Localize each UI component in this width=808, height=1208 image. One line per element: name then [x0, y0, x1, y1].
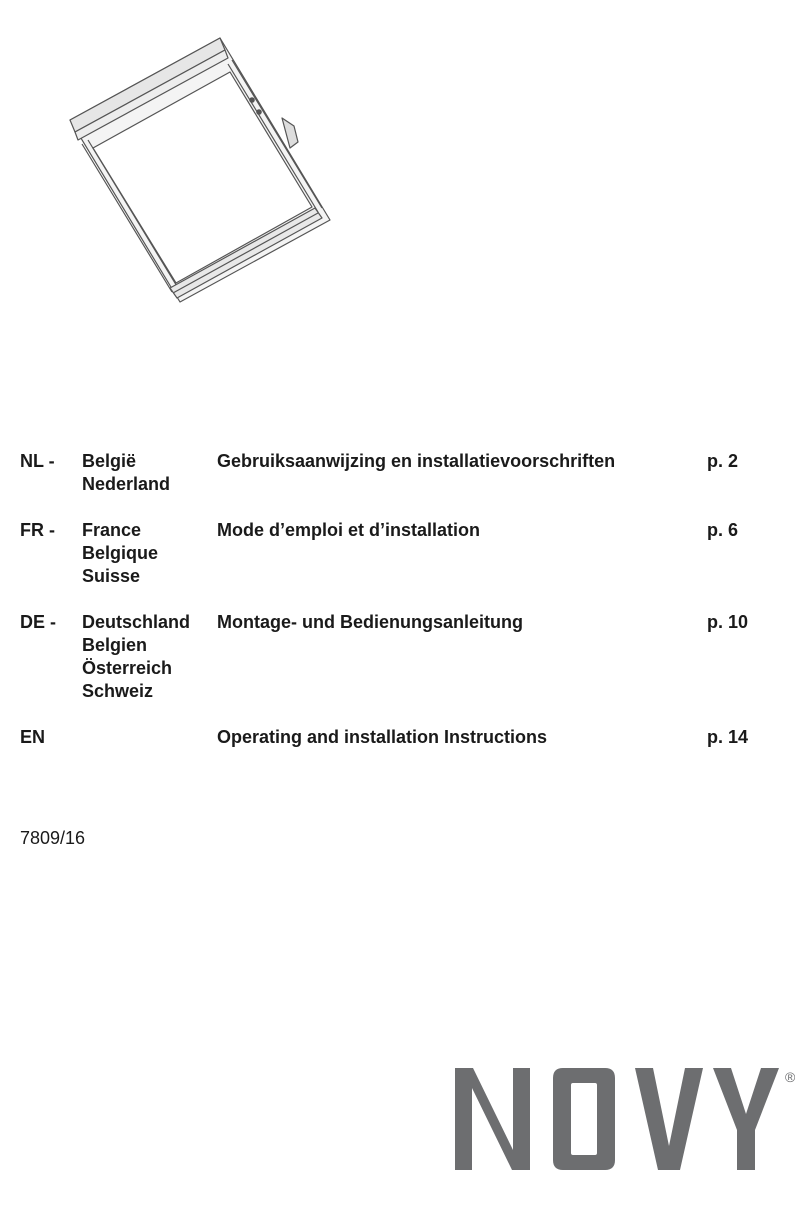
novy-logo-icon: [455, 1068, 795, 1178]
language-code: NL -: [20, 451, 55, 471]
product-illustration-icon: [60, 30, 350, 320]
country-list: [82, 450, 217, 496]
section-title: Operating and installation Instructions: [217, 727, 548, 747]
page-reference: p. 6: [707, 520, 739, 540]
country-name: Österreich: [82, 658, 173, 678]
country-list: [82, 519, 217, 588]
language-code: DE -: [20, 612, 56, 632]
registered-trademark: ®: [785, 1069, 795, 1085]
country-name: Belgien: [82, 635, 148, 655]
document-code: 7809/16: [20, 828, 86, 848]
page-reference: p. 10: [707, 612, 749, 632]
country-name: Suisse: [82, 566, 141, 586]
country-name: Schweiz: [82, 681, 154, 701]
language-entry-nl: [20, 450, 790, 496]
country-name: Belgique: [82, 543, 159, 563]
page-reference: p. 14: [707, 727, 749, 747]
language-code: EN: [20, 727, 46, 747]
country-name: France: [82, 520, 142, 540]
language-entry-en: [20, 726, 790, 749]
language-entry-fr: [20, 519, 790, 588]
country-name: Deutschland: [82, 612, 191, 632]
language-entry-de: [20, 611, 790, 703]
country-name: Nederland: [82, 474, 171, 494]
country-list: [82, 611, 217, 703]
country-list: [82, 726, 217, 749]
language-code: FR -: [20, 520, 55, 540]
section-title: Mode d’emploi et d’installation: [217, 520, 481, 540]
country-name: België: [82, 451, 137, 471]
section-title: Gebruiksaanwijzing en installatievoorschriften: [217, 451, 616, 471]
section-title: Montage- und Bedienungsanleitung: [217, 612, 523, 632]
page-reference: p. 2: [707, 451, 739, 471]
language-index: [20, 450, 790, 772]
